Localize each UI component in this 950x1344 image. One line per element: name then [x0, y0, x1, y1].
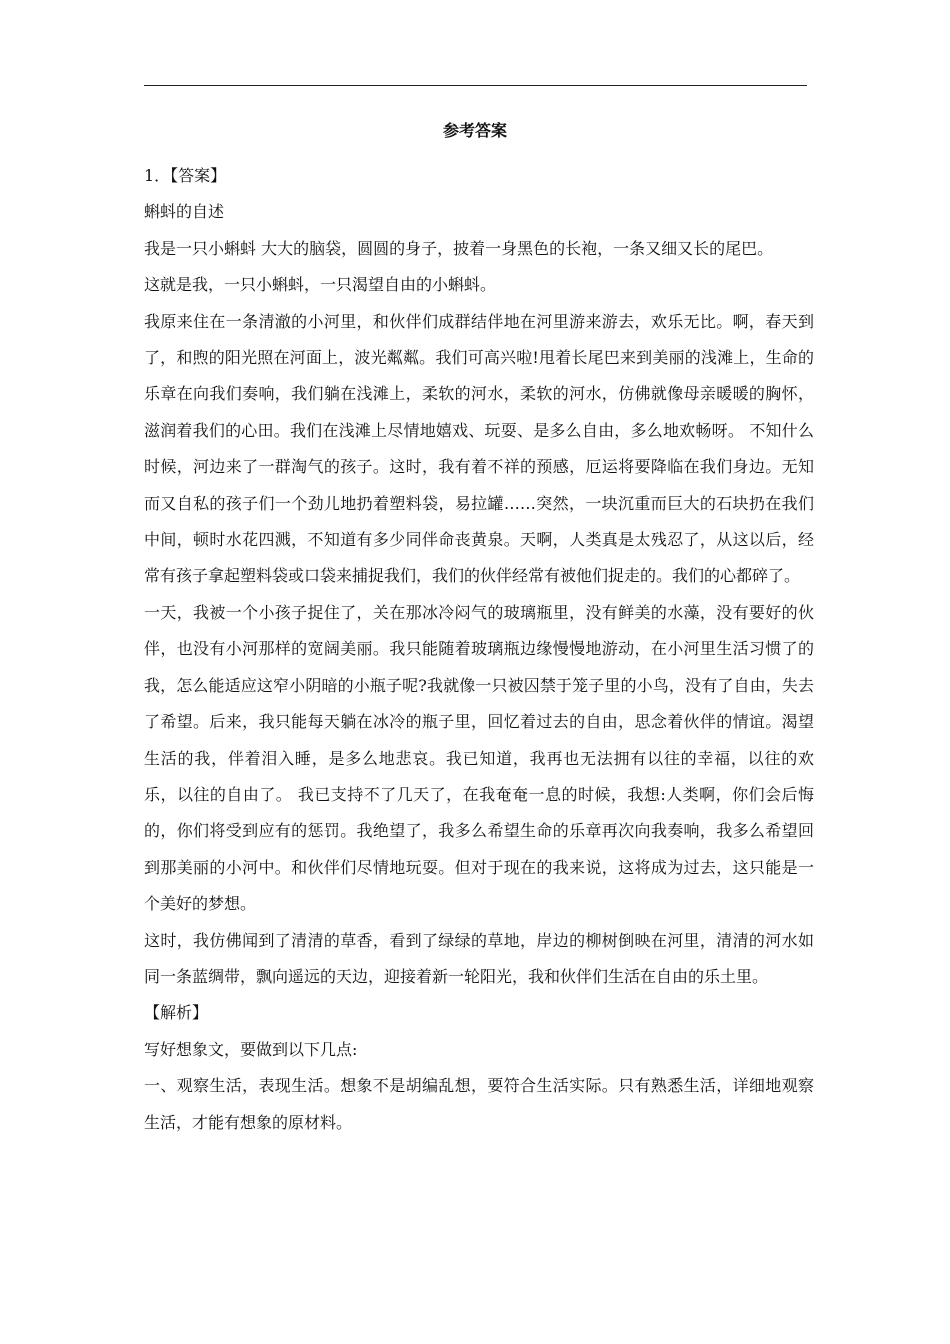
analysis-intro: 写好想象文，要做到以下几点: [144, 1039, 358, 1059]
analysis-point-1: 一、观察生活，表现生活。想象不是胡编乱想，要符合生活实际。只有熟悉生活，详细地观察生活，才能有想象的原材料。 [144, 1076, 814, 1132]
essay-paragraph-2: 这就是我，一只小蝌蚪，一只渴望自由的小蝌蚪。 [144, 275, 497, 295]
essay-title: 蝌蚪的自述 [144, 202, 225, 222]
essay-paragraph-4: 一天，我被一个小孩子捉住了，关在那冰冷闷气的玻璃瓶里，没有鲜美的水藻，没有要好的伙伴，也没有小河那样的宽阔美丽。我只能随着玻璃瓶边缘慢慢地游动，在小河里生活习惯了的我，怎么能适应这窄小阴暗的小瓶子呢?我就像一只被囚禁于笼子里的小鸟，没有了自由，失去了希望。后来，我只能每天躺在冰冷的瓶子里，回忆着过去的自由，思念着伙伴的情谊。渴望生活的我，伴着泪入睡，是多么地悲哀。我已知道，我再也无法拥有以往的幸福，以往的欢乐，以往的自由了。 我已支持不了几天了，在我奄奄一息的时候，我想:人类啊，你们会后悔的，你们将受到应有的惩罚。我绝望了，我多么希望生命的乐章再次向我奏响，我多么希望回到那美丽的小河中。和伙伴们尽情地玩耍。但对于现在的我来说，这将成为过去，这只能是一个美好的梦想。 [144, 602, 814, 914]
header-rule [144, 85, 807, 86]
answer-content [144, 158, 814, 1141]
essay-paragraph-3: 我原来住在一条清澈的小河里，和伙伴们成群结伴地在河里游来游去，欢乐无比。啊，春天到了，和煦的阳光照在河面上，波光粼粼。我们可高兴啦!甩着长尾巴来到美丽的浅滩上，生命的乐章在向我们奏响，我们躺在浅滩上，柔软的河水，柔软的河水，仿佛就像母亲暖暖的胸怀，滋润着我们的心田。我们在浅滩上尽情地嬉戏、玩耍、是多么自由，多么地欢畅呀。 不知什么时候，河边来了一群淘气的孩子。这时，我有着不祥的预感，厄运将要降临在我们身边。无知而又自私的孩子们一个劲儿地扔着塑料袋，易拉罐……突然，一块沉重而巨大的石块扔在我们中间，顿时水花四溅，不知道有多少同伴命丧黄泉。天啊，人类真是太残忍了，从这以后，经常有孩子拿起塑料袋或口袋来捕捉我们，我们的伙伴经常有被他们捉走的。我们的心都碎了。 [144, 311, 814, 586]
essay-paragraph-1: 我是一只小蝌蚪 大大的脑袋，圆圆的身子，披着一身黑色的长袍，一条又细又长的尾巴。 [144, 238, 774, 258]
analysis-label: 【解析】 [144, 1003, 209, 1023]
page-title: 参考答案 [442, 121, 507, 140]
question-label: 1．【答案】 [144, 166, 227, 185]
essay-paragraph-5: 这时，我仿佛闻到了清清的草香，看到了绿绿的草地，岸边的柳树倒映在河里，清清的河水如同一条蓝绸带，飘向遥远的天边，迎接着新一轮阳光，我和伙伴们生活在自由的乐土里。 [144, 930, 814, 986]
